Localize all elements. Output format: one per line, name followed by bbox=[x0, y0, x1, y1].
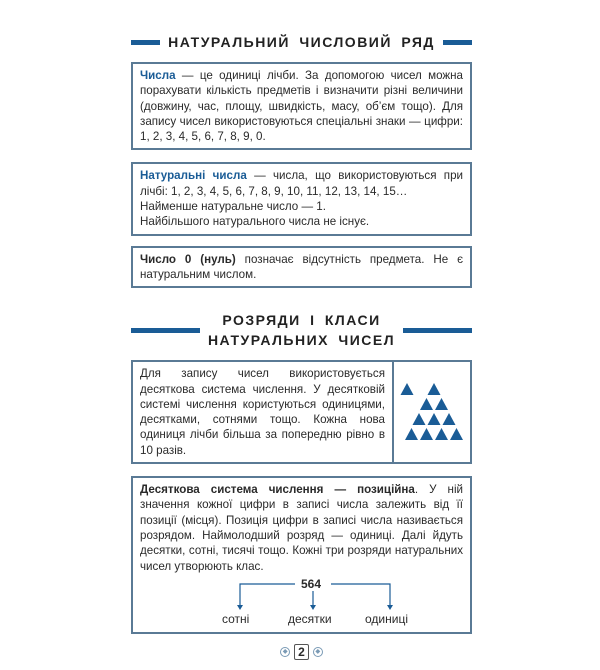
digit-places-diagram bbox=[140, 574, 463, 628]
zero-box bbox=[131, 246, 472, 289]
place-label-ones: одиниці bbox=[365, 611, 408, 626]
section-header bbox=[131, 32, 472, 52]
header-bar-right bbox=[443, 40, 472, 45]
page-number bbox=[131, 644, 472, 660]
triangle-icon bbox=[428, 383, 441, 395]
triangle-icon bbox=[435, 428, 448, 440]
definition-text: позначає відсутність предмета. Не є натуральним числом. bbox=[140, 252, 463, 281]
header-bar-left bbox=[131, 328, 200, 333]
term: Десяткова система числення — позиційна bbox=[140, 483, 415, 497]
decimal-system-box bbox=[131, 360, 472, 464]
triangle-icon bbox=[405, 428, 418, 440]
illustration-cell bbox=[394, 362, 470, 462]
triangle-icon bbox=[428, 413, 441, 425]
term: Число 0 (нуль) bbox=[140, 252, 236, 266]
triangles-illustration bbox=[394, 377, 470, 447]
title-line: РОЗРЯДИ І КЛАСИ bbox=[222, 312, 381, 329]
section-title: НАТУРАЛЬНИЙ ЧИСЛОВИЙ РЯД bbox=[168, 34, 435, 50]
page-content bbox=[131, 0, 472, 670]
triangle-icon bbox=[443, 413, 456, 425]
triangle-icon bbox=[420, 428, 433, 440]
triangle-icon bbox=[450, 428, 463, 440]
definition-text: . У ній значення кожної цифри в записі числа залежить від її позиції (місця). Позиція цифри в записі числа називається розрядом. Наймолодший розряд — одиниці. Далі йдуть десятки, сотні, тисячі тощо. Кожні три розряди натуральних чисел утворюють клас. bbox=[140, 483, 464, 573]
title-line: НАТУРАЛЬНИХ ЧИСЕЛ bbox=[207, 332, 396, 349]
term: Числа bbox=[140, 69, 176, 82]
numbers-definition-box bbox=[131, 62, 472, 150]
place-label-hundreds: сотні bbox=[222, 611, 250, 626]
header-bar-right bbox=[403, 328, 472, 333]
definition-text: — це одиниці лічби. За допомогою чисел можна порахувати кількість предметів і визначити різні величини (довжину, час, площу, швидкість, масу, об’єм тощо). Для запису чисел використовуються спеціальні знаки — цифри: 1, 2, 3, 4, 5, 6, 7, 8, 9, 0. bbox=[140, 69, 463, 144]
triangle-icon bbox=[413, 413, 426, 425]
definition-text: — числа, що використовуються при лічбі: 1, 2, 3, 4, 5, 6, 7, 8, 9, 10, 11, 12, 13, 14, 15… bbox=[140, 169, 463, 198]
decorative-dot-icon: ◆ bbox=[280, 647, 290, 657]
triangle-icon bbox=[420, 398, 433, 410]
natural-numbers-box bbox=[131, 162, 472, 235]
smallest-number-text: Найменше натуральне число — 1. bbox=[140, 200, 326, 214]
header-bar-left bbox=[131, 40, 160, 45]
section-title bbox=[208, 310, 395, 350]
triangle-icon bbox=[435, 398, 448, 410]
triangle-icon bbox=[401, 383, 414, 395]
term: Натуральні числа bbox=[140, 169, 247, 183]
diagram-number: 564 bbox=[301, 576, 322, 591]
largest-number-text: Найбільшого натурального числа не існує. bbox=[140, 215, 370, 229]
section-header bbox=[131, 310, 472, 350]
positional-system-box bbox=[131, 476, 472, 634]
decorative-dot-icon: ◆ bbox=[313, 647, 323, 657]
page-number-text: 2 bbox=[294, 644, 309, 660]
box-text: Для запису чисел використовується десяткова система числення. У десятковій системі числення користуються одиницями, десятками, сотнями тощо. Кожна нова одиниця лічби більша за попередню рівно в 10 разів. bbox=[133, 362, 394, 462]
place-label-tens: десятки bbox=[288, 611, 332, 626]
